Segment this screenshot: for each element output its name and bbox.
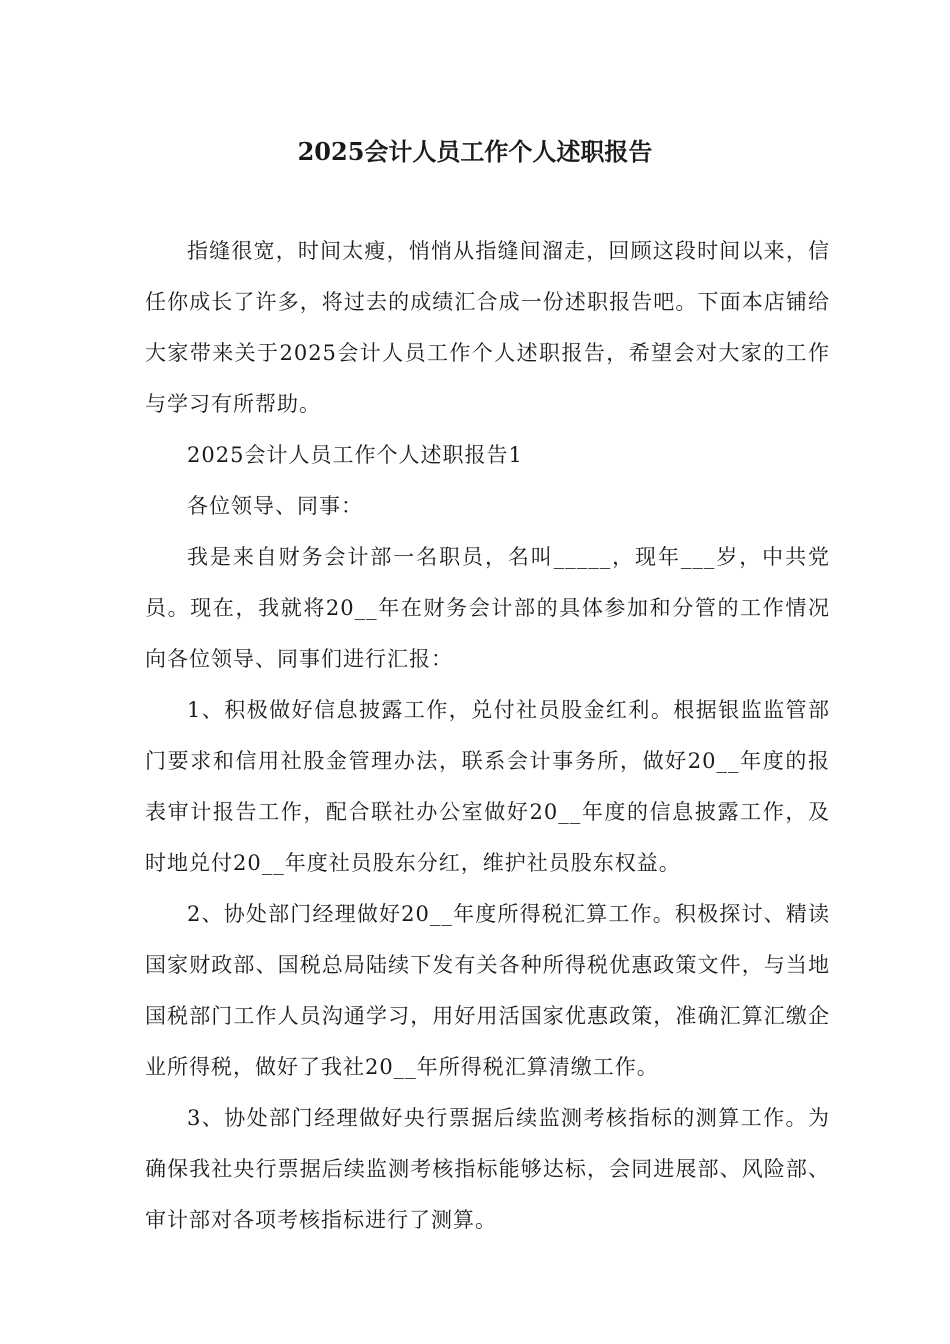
document-title: 2025会计人员工作个人述职报告 (297, 137, 653, 166)
item-3-paragraph: 3、协处部门经理做好央行票据后续监测考核指标的测算工作。为确保我社央行票据后续监测考核指标能够达标，会同进展部、风险部、审计部对各项考核指标进行了测算。 (145, 1106, 830, 1232)
item-2-paragraph: 2、协处部门经理做好20__年度所得税汇算工作。积极探讨、精读国家财政部、国税总局陆续下发有关各种所得税优惠政策文件，与当地国税部门工作人员沟通学习，用好用活国家优惠政策，准确汇算汇缴企业所得税，做好了我社20__年所得税汇算清缴工作。 (145, 902, 830, 1079)
intro-paragraph: 指缝很宽，时间太瘦，悄悄从指缝间溜走，回顾这段时间以来，信任你成长了许多，将过去的成绩汇合成一份述职报告吧。下面本店铺给大家带来关于2025会计人员工作个人述职报告，希望会对大家的工作与学习有所帮助。 (145, 239, 830, 416)
self-introduction-paragraph: 我是来自财务会计部一名职员，名叫_____，现年___岁，中共党员。现在，我就将20__年在财务会计部的具体参加和分管的工作情况向各位领导、同事们进行汇报： (145, 545, 830, 671)
document-body (145, 226, 830, 1246)
item-1-paragraph: 1、积极做好信息披露工作，兑付社员股金红利。根据银监监管部门要求和信用社股金管理办法，联系会计事务所，做好20__年度的报表审计报告工作，配合联社办公室做好20__年度的信息披露工作，及时地兑付20__年度社员股东分红，维护社员股东权益。 (145, 698, 830, 875)
salutation: 各位领导、同事： (187, 494, 363, 518)
section-heading: 2025会计人员工作个人述职报告1 (187, 443, 523, 467)
